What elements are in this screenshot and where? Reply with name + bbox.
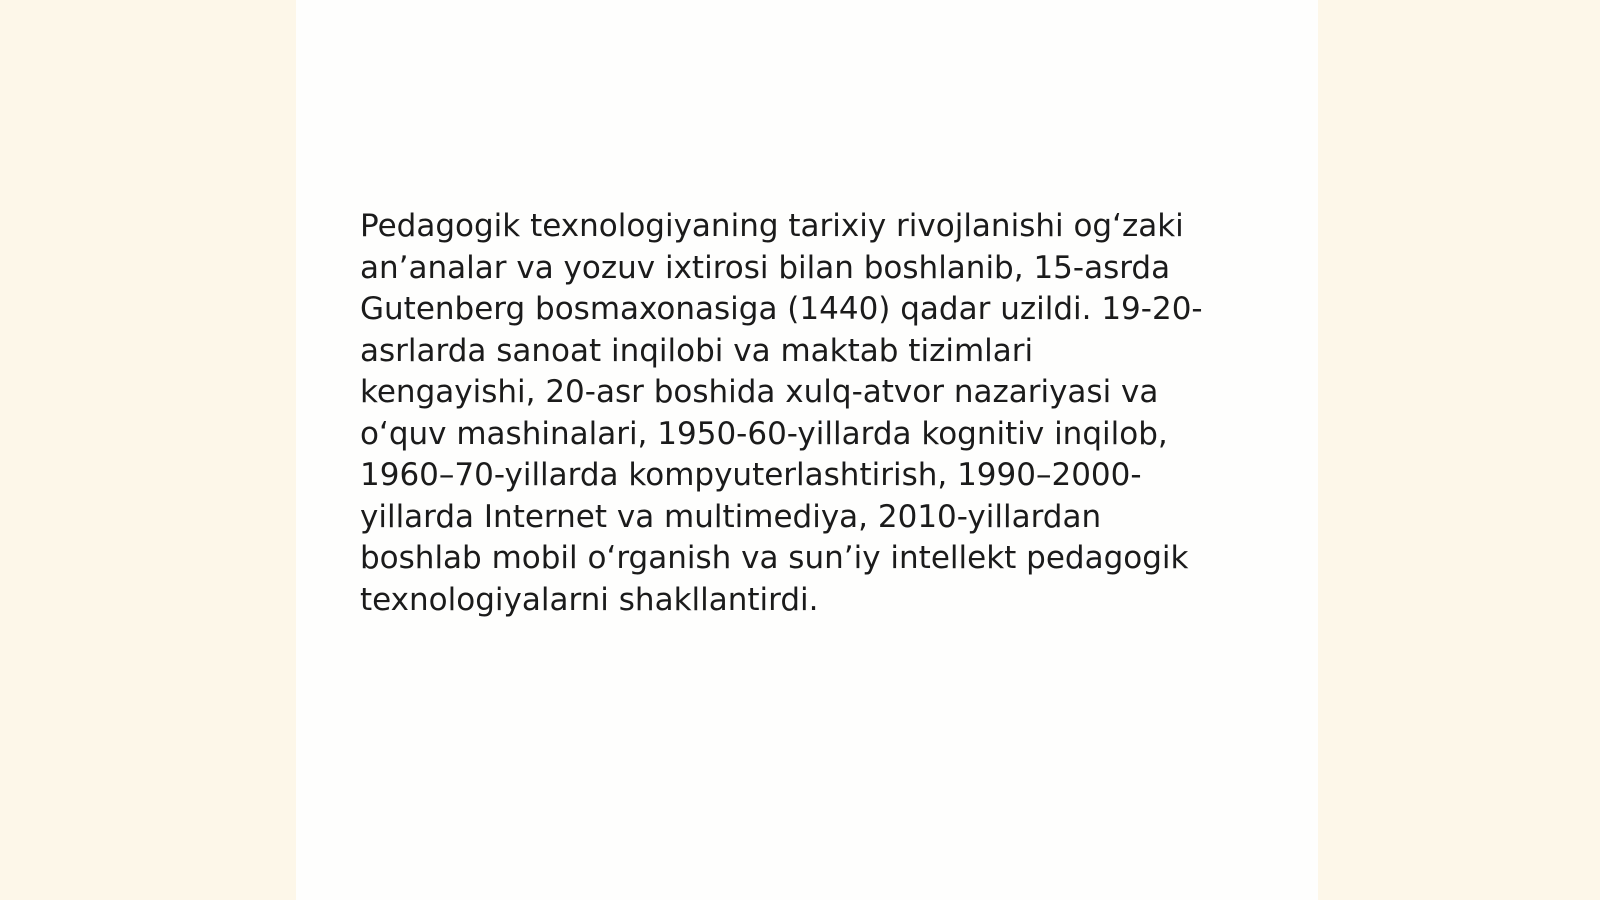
- body-line: 1960–70-yillarda kompyuterlashtirish, 1990–2000-: [360, 457, 1142, 493]
- body-line: kengayishi, 20-asr boshida xulq-atvor nazariyasi va: [360, 374, 1159, 410]
- body-line: texnologiyalarni shakllantirdi.: [360, 581, 819, 618]
- body-line: o‘quv mashinalari, 1950-60-yillarda kognitiv inqilob,: [360, 415, 1168, 452]
- slide-body-text: [360, 206, 1260, 621]
- body-line: asrlarda sanoat inqilobi va maktab tizimlari: [360, 332, 1034, 369]
- body-line: Pedagogik texnologiyaning tarixiy rivojlanishi og‘zaki: [360, 208, 1184, 244]
- body-line: yillarda Internet va multimediya, 2010-yillardan: [360, 498, 1102, 535]
- body-line: boshlab mobil o‘rganish va sun’iy intellekt pedagogik: [360, 540, 1189, 576]
- body-line: an’analar va yozuv ixtirosi bilan boshlanib, 15-asrda: [360, 249, 1171, 286]
- body-line: Gutenberg bosmaxonasiga (1440) qadar uzildi. 19-20-: [360, 291, 1203, 327]
- slide-card: [296, 0, 1318, 900]
